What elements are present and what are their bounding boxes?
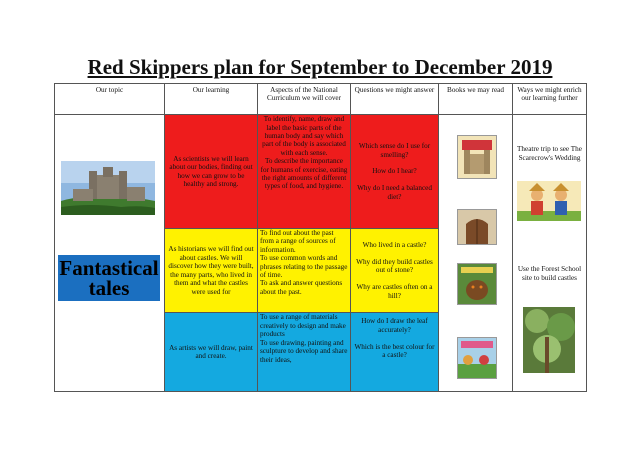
header-our-learning: Our learning (165, 84, 258, 115)
table-row (55, 115, 587, 229)
scarecrow-wedding-image (517, 181, 581, 221)
topic-cell (55, 115, 165, 392)
curriculum-art: To use a range of materials creatively to design and make products To use drawing, painting and sculpture to develop and share their ideas, (258, 313, 351, 392)
curriculum-science: To identify, name, draw and label the basic parts of the human body and say which part of the body is associated with each sense. To describe the importance for humans of exercise, eating the right amounts of different types of food, and hygiene. (258, 115, 351, 229)
ways-theatre-trip: Theatre trip to see The Scarecrow's Wedding (517, 145, 582, 162)
castle-doors-book-cover (457, 209, 497, 245)
ways-cell (513, 115, 587, 392)
questions-history: Who lived in a castle? Why did they build castles out of stone? Why are castles often on a hill? (351, 228, 439, 313)
curriculum-history: To find out about the past from a range of sources of information. To use common words and phrases relating to the passage of time. To ask and answer questions about the past. (258, 228, 351, 313)
learning-history: As historians we will find out about castles. We will discover how they were built, the many parts, who lived in them and what the castles were used for (165, 228, 258, 313)
page-title: Red Skippers plan for September to December 2019 (87, 55, 553, 79)
plan-table (54, 83, 587, 392)
gruffalo-book-cover (457, 263, 497, 305)
questions-science: Which sense do I use for smelling? How do I hear? Why do I need a balanced diet? (351, 115, 439, 229)
header-row (55, 84, 587, 115)
header-questions: Questions we might answer (351, 84, 439, 115)
books-cell (439, 115, 513, 392)
forest-school-photo (523, 307, 575, 373)
ways-forest-school: Use the Forest School site to build castles (517, 265, 582, 282)
learning-art: As artists we will draw, paint and create. (165, 313, 258, 392)
header-our-topic: Our topic (55, 84, 165, 115)
questions-art: How do I draw the leaf accurately? Which is the best colour for a castle? (351, 313, 439, 392)
topic-title: Fantastical tales (59, 256, 159, 301)
header-books: Books we may read (439, 84, 513, 115)
castle-photo (61, 161, 155, 215)
castles-book-cover (457, 135, 497, 179)
enchanted-wood-book-cover (457, 337, 497, 379)
header-ways: Ways we might enrich our learning further (513, 84, 587, 115)
learning-science: As scientists we will learn about our bodies, finding out how we can grow to be healthy and strong. (165, 115, 258, 229)
header-curriculum: Aspects of the National Curriculum we will cover (258, 84, 351, 115)
